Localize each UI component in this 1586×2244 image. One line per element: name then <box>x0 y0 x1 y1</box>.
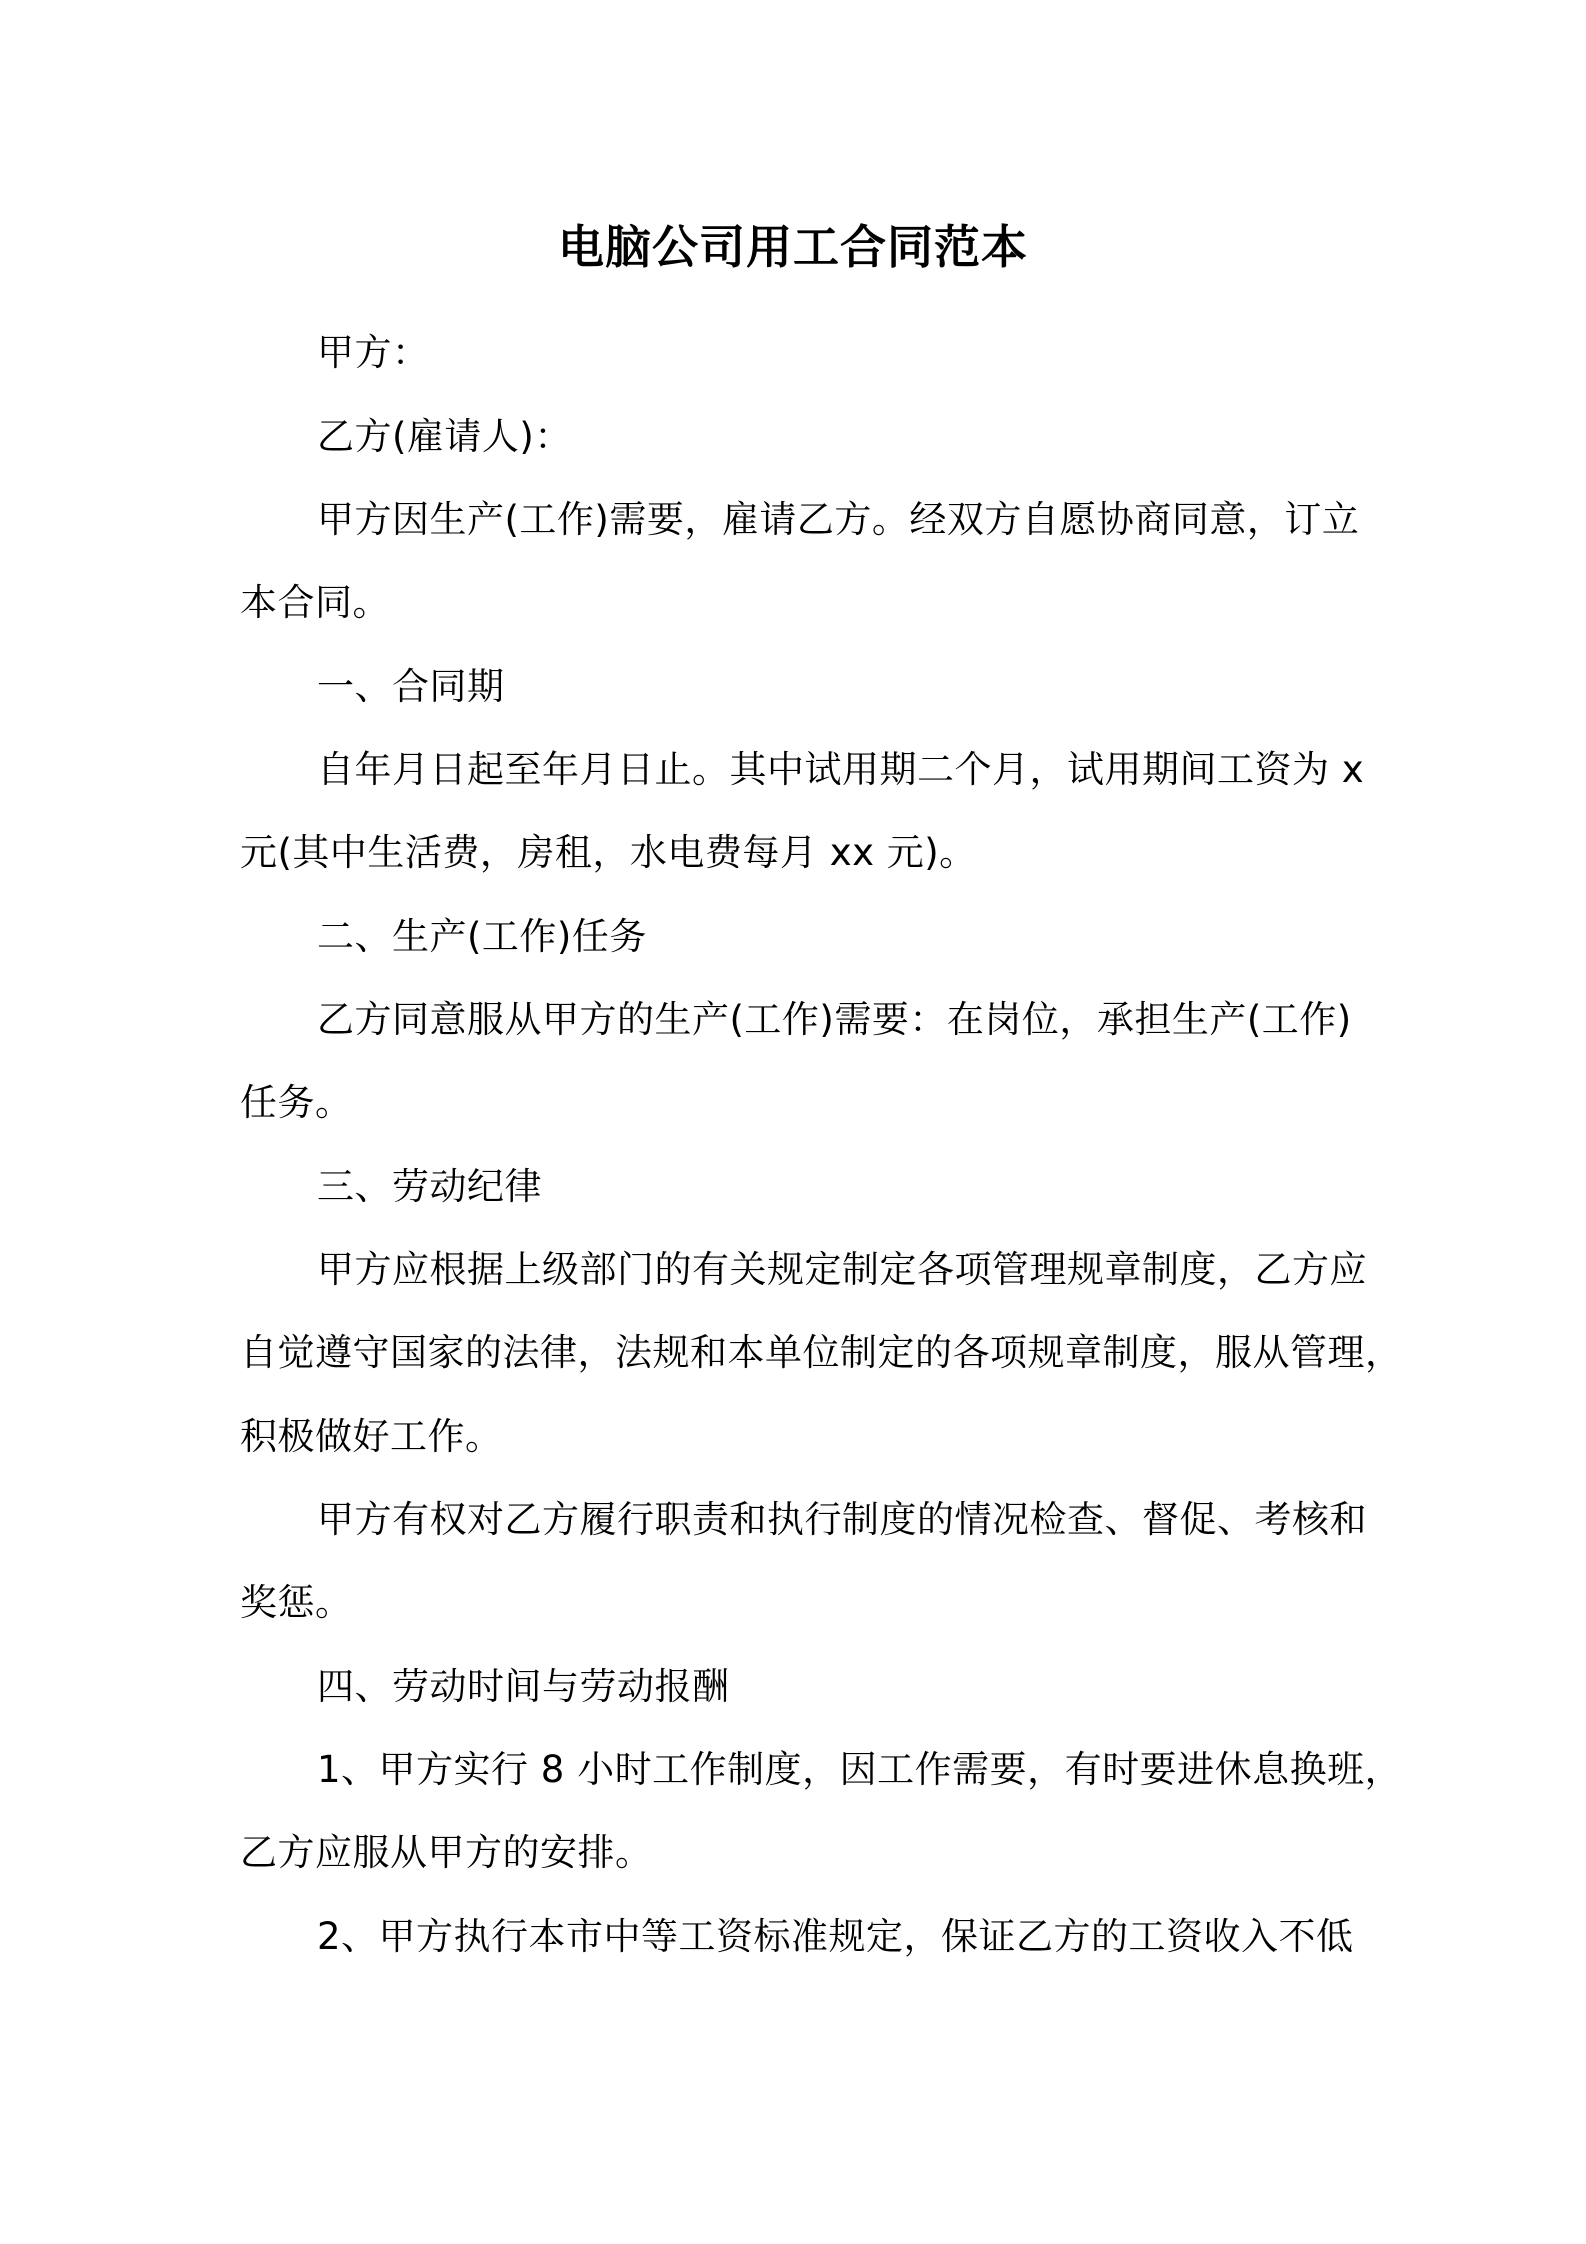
paragraph-line: 自觉遵守国家的法律，法规和本单位制定的各项规章制度，服从管理， <box>240 1331 1403 1374</box>
party-b-line: 乙方(雇请人)： <box>317 415 572 458</box>
paragraph-line: 乙方同意服从甲方的生产(工作)需要：在岗位，承担生产(工作) <box>317 998 1352 1041</box>
paragraph-line: 1、甲方实行 8 小时工作制度，因工作需要，有时要进休息换班， <box>317 1748 1403 1791</box>
paragraph-line: 任务。 <box>240 1081 353 1124</box>
paragraph-line: 奖惩。 <box>240 1581 353 1624</box>
section-heading-2: 二、生产(工作)任务 <box>317 915 647 958</box>
paragraph-line: 元(其中生活费，房租，水电费每月 xx 元)。 <box>240 831 977 874</box>
intro-paragraph-line: 甲方因生产(工作)需要，雇请乙方。经双方自愿协商同意，订立 <box>317 498 1360 541</box>
paragraph-line: 乙方应服从甲方的安排。 <box>240 1831 653 1874</box>
section-heading-4: 四、劳动时间与劳动报酬 <box>317 1665 730 1708</box>
paragraph-line: 自年月日起至年月日止。其中试用期二个月，试用期间工资为 x <box>317 748 1365 791</box>
intro-paragraph-line: 本合同。 <box>240 581 390 624</box>
document-title: 电脑公司用工合同范本 <box>558 220 1028 274</box>
paragraph-line: 积极做好工作。 <box>240 1415 503 1458</box>
party-a-line: 甲方： <box>317 331 430 374</box>
paragraph-line: 甲方应根据上级部门的有关规定制定各项管理规章制度，乙方应 <box>317 1248 1367 1291</box>
paragraph-line: 甲方有权对乙方履行职责和执行制度的情况检查、督促、考核和 <box>317 1498 1367 1541</box>
section-heading-3: 三、劳动纪律 <box>317 1165 542 1208</box>
section-heading-1: 一、合同期 <box>317 665 505 708</box>
paragraph-line: 2、甲方执行本市中等工资标准规定，保证乙方的工资收入不低 <box>317 1915 1354 1958</box>
